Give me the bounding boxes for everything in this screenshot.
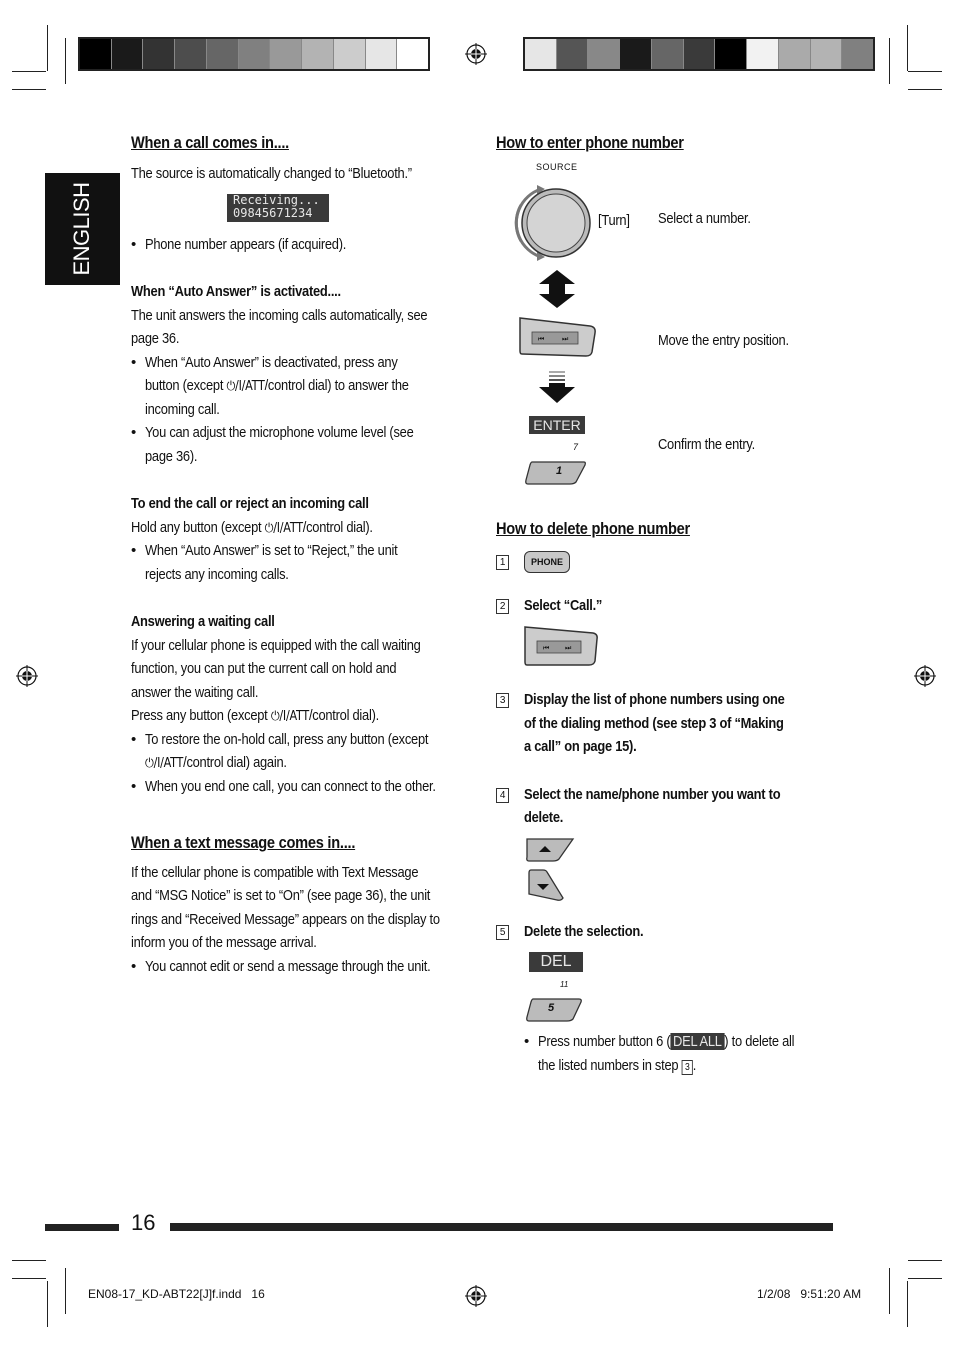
bullet-text: /control dial) again. [183, 754, 287, 771]
delete-all-note: the listed numbers in step [538, 1057, 682, 1074]
text-message-heading: When a text message comes in.... [131, 833, 356, 852]
step-number-3: 3 [496, 693, 509, 708]
display-line-2: 09845671234 [233, 206, 313, 220]
select-number-text: Select a number. [658, 210, 751, 227]
step4-text: Select the name/phone number you want to [524, 786, 781, 803]
confirm-entry-text: Confirm the entry. [658, 436, 755, 453]
end-call-heading: To end the call or reject an incoming call [131, 495, 369, 512]
phone-button[interactable]: PHONE [524, 551, 570, 573]
end-call-text: /control dial). [302, 519, 373, 536]
down-button-icon[interactable] [527, 868, 567, 902]
bullet-text: button (except [145, 377, 227, 394]
seek-button-icon[interactable] [523, 625, 599, 667]
text-message-text: If the cellular phone is compatible with Text Message [131, 864, 419, 881]
seek-button-icon[interactable] [518, 316, 598, 358]
source-label: SOURCE [536, 162, 578, 172]
page-bar-right [170, 1223, 833, 1231]
waiting-call-text: Press any button (except [131, 707, 271, 724]
end-call-text: Hold any button (except [131, 519, 265, 536]
step-number-1: 1 [496, 555, 509, 570]
call-intro: The source is automatically changed to “Bluetooth.” [131, 165, 412, 182]
del-all-display: DEL ALL [670, 1033, 724, 1050]
step3-text: Display the list of phone numbers using one [524, 691, 785, 708]
number-button-5-label: 5 [548, 1002, 555, 1014]
call-bullet: Phone number appears (if acquired). [145, 236, 347, 253]
language-tab-label: ENGLISH [69, 182, 94, 276]
waiting-call-text: answer the waiting call. [131, 684, 259, 701]
auto-answer-heading: When “Auto Answer” is activated.... [131, 283, 341, 300]
delete-all-note: . [692, 1057, 697, 1074]
step3-text: of the dialing method (see step 3 of “Making [524, 715, 784, 732]
page-bar-left [45, 1224, 119, 1231]
waiting-call-text: /control dial). [308, 707, 379, 724]
bullet-text: page 36). [145, 448, 198, 465]
number-button-1-label: 1 [556, 465, 563, 477]
color-swatch-bar-left [78, 37, 430, 71]
enter-small-label: 7 [573, 442, 579, 452]
enter-display: ENTER [529, 416, 585, 434]
auto-answer-text: page 36. [131, 330, 180, 347]
call-heading: When a call comes in.... [131, 133, 289, 152]
auto-answer-text: The unit answers the incoming calls automatically, see [131, 307, 428, 324]
step5-text: Delete the selection. [524, 923, 644, 940]
svg-text:⏭: ⏭ [565, 644, 572, 652]
text-message-text: and “MSG Notice” is set to “On” (see page 36), the unit [131, 887, 431, 904]
att-symbol: ⏻/I/ATT [226, 379, 265, 394]
color-swatch-bar-right [523, 37, 875, 71]
up-button-icon[interactable] [525, 837, 575, 863]
registration-target-icon [465, 43, 487, 65]
up-down-arrow-icon [537, 270, 577, 308]
del-display: DEL [529, 952, 583, 972]
control-dial-icon [511, 181, 595, 265]
bullet-text: /control dial) to answer the [264, 377, 409, 394]
svg-text:⏮: ⏮ [543, 644, 550, 652]
display-line-1: Receiving... [233, 193, 320, 207]
svg-text:⏭: ⏭ [562, 335, 569, 343]
waiting-call-bullet: When you end one call, you can connect to the other. [145, 778, 436, 795]
waiting-call-heading: Answering a waiting call [131, 613, 275, 630]
registration-target-icon [465, 1285, 487, 1307]
receiving-display [227, 194, 329, 222]
step-number-4: 4 [496, 788, 509, 803]
text-message-text: inform you of the message arrival. [131, 934, 317, 951]
language-tab [45, 173, 120, 285]
att-symbol: ⏻/I/ATT [270, 709, 309, 724]
down-arrow-icon [539, 371, 575, 403]
enter-number-heading: How to enter phone number [496, 133, 684, 152]
turn-label: [Turn] [598, 212, 630, 229]
step-number-5: 5 [496, 925, 509, 940]
bullet-text: incoming call. [145, 401, 220, 418]
registration-target-icon [16, 665, 38, 687]
del-small-label: 11 [560, 980, 569, 989]
text-message-bullet: You cannot edit or send a message through the unit. [145, 958, 431, 975]
step-number-2: 2 [496, 599, 509, 614]
waiting-call-bullet: To restore the on-hold call, press any button (except [145, 731, 429, 748]
delete-all-note: ) to delete all [724, 1033, 795, 1050]
move-entry-text: Move the entry position. [658, 332, 789, 349]
step2-text: Select “Call.” [524, 597, 603, 614]
waiting-call-text: If your cellular phone is equipped with the call waiting [131, 637, 421, 654]
auto-answer-bullet: When “Auto Answer” is deactivated, press any [145, 354, 398, 371]
step3-text: a call” on page 15). [524, 738, 637, 755]
step4-text: delete. [524, 809, 564, 826]
timestamp: 1/2/08 9:51:20 AM [757, 1287, 862, 1301]
page-number: 16 [131, 1210, 156, 1235]
registration-target-icon [914, 665, 936, 687]
text-message-text: rings and “Received Message” appears on the display to [131, 911, 440, 928]
end-call-bullet: When “Auto Answer” is set to “Reject,” the unit [145, 542, 398, 559]
file-info: EN08-17_KD-ABT22[J]f.indd 16 [88, 1287, 265, 1301]
bullet-text: rejects any incoming calls. [145, 566, 289, 583]
step-reference-3: 3 [682, 1060, 693, 1075]
att-symbol: ⏻/I/ATT [264, 521, 303, 536]
att-symbol: ⏻/I/ATT [145, 756, 184, 771]
auto-answer-bullet: You can adjust the microphone volume level (see [145, 424, 414, 441]
svg-text:⏮: ⏮ [538, 335, 545, 343]
delete-number-heading: How to delete phone number [496, 519, 690, 538]
delete-all-note: Press number button 6 ( [538, 1033, 671, 1050]
waiting-call-text: function, you can put the current call on hold and [131, 660, 397, 677]
